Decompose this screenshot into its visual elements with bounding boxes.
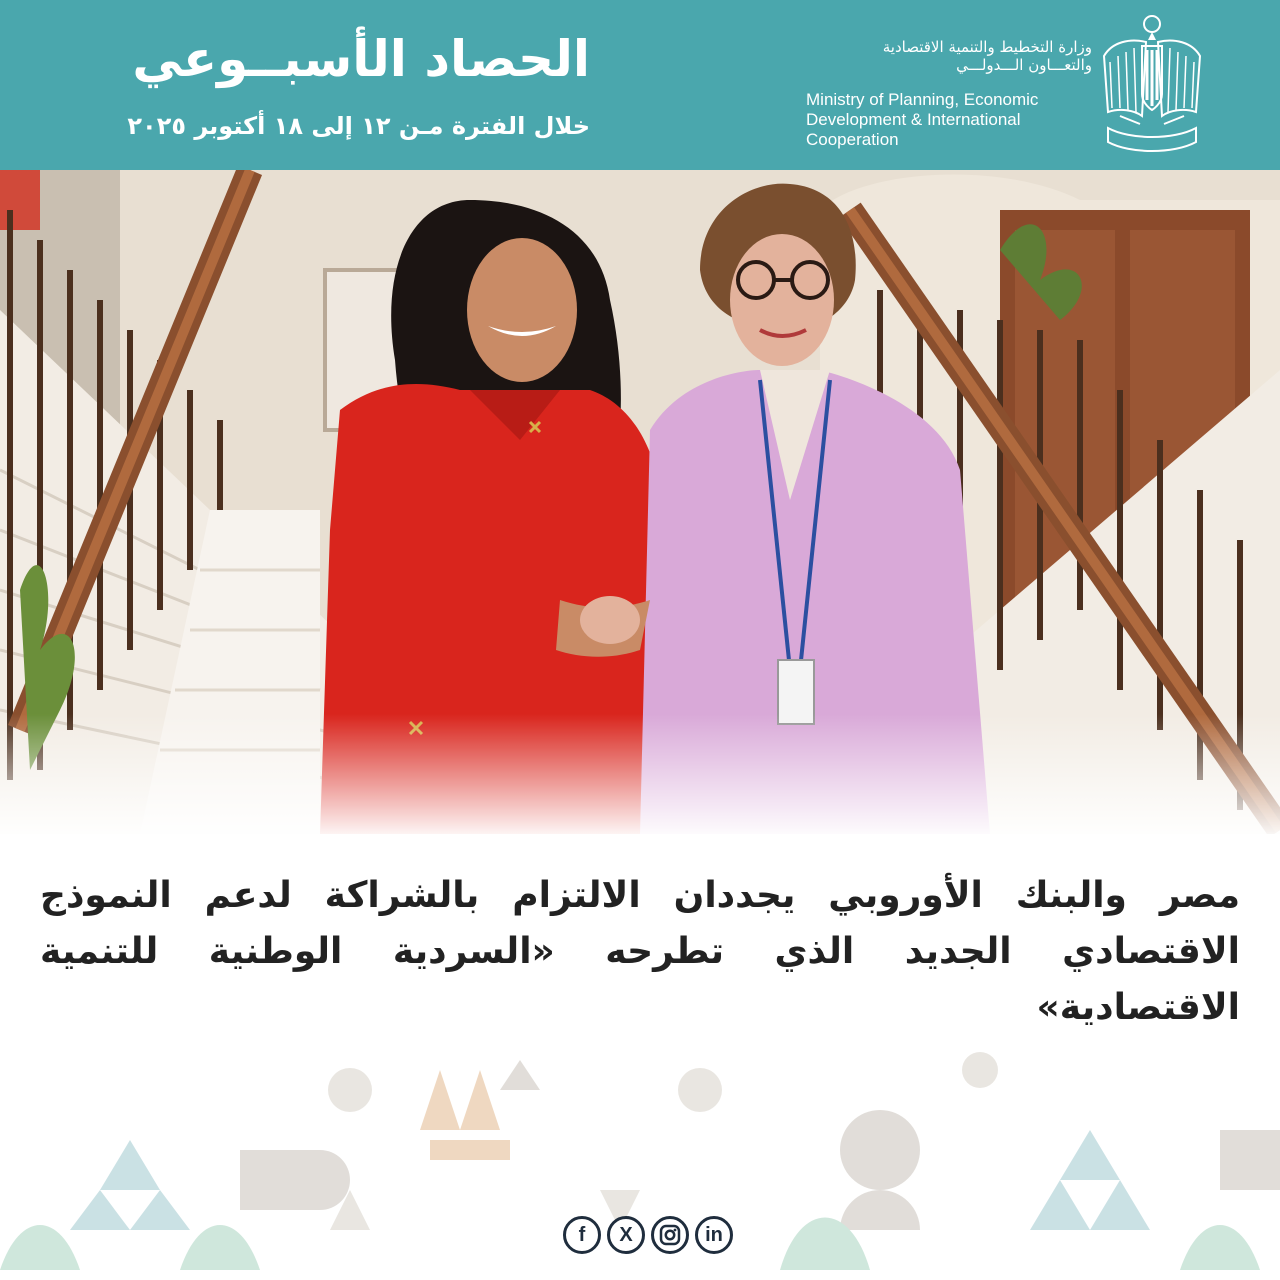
ministry-en-line3: Cooperation bbox=[806, 130, 899, 149]
header-band bbox=[0, 0, 1280, 170]
two-women-handshake-photo bbox=[0, 170, 1280, 834]
ministry-en-line1: Ministry of Planning, Economic bbox=[806, 90, 1039, 109]
photo-fade-overlay bbox=[0, 714, 1280, 834]
instagram-icon[interactable] bbox=[651, 1216, 689, 1254]
social-links bbox=[558, 1212, 738, 1258]
date-range: خلال الفترة مـن ١٢ إلى ١٨ أكتوبر ٢٠٢٥ bbox=[127, 112, 590, 140]
x-icon[interactable]: X bbox=[607, 1216, 645, 1254]
ministry-ar-line2: والتعـــاون الـــدولـــي bbox=[956, 56, 1092, 74]
ministry-en-line2: Development & International bbox=[806, 110, 1021, 129]
egypt-eagle-emblem-icon bbox=[1100, 12, 1204, 154]
linkedin-icon[interactable]: in bbox=[695, 1216, 733, 1254]
page-title: الحصاد الأسبــوعي bbox=[132, 30, 590, 88]
ministry-name-arabic bbox=[808, 38, 1092, 74]
news-headline: مصر والبنك الأوروبي يجددان الالتزام بالشراكة لدعم النموذج الاقتصادي الجديد الذي تطرحه «السردية الوطنية للتنمية الاقتصادية» bbox=[40, 875, 1240, 1028]
ministry-name-english bbox=[806, 90, 1098, 150]
ministry-ar-line1: وزارة التخطيط والتنمية الاقتصادية bbox=[882, 38, 1092, 56]
facebook-icon[interactable]: f bbox=[563, 1216, 601, 1254]
